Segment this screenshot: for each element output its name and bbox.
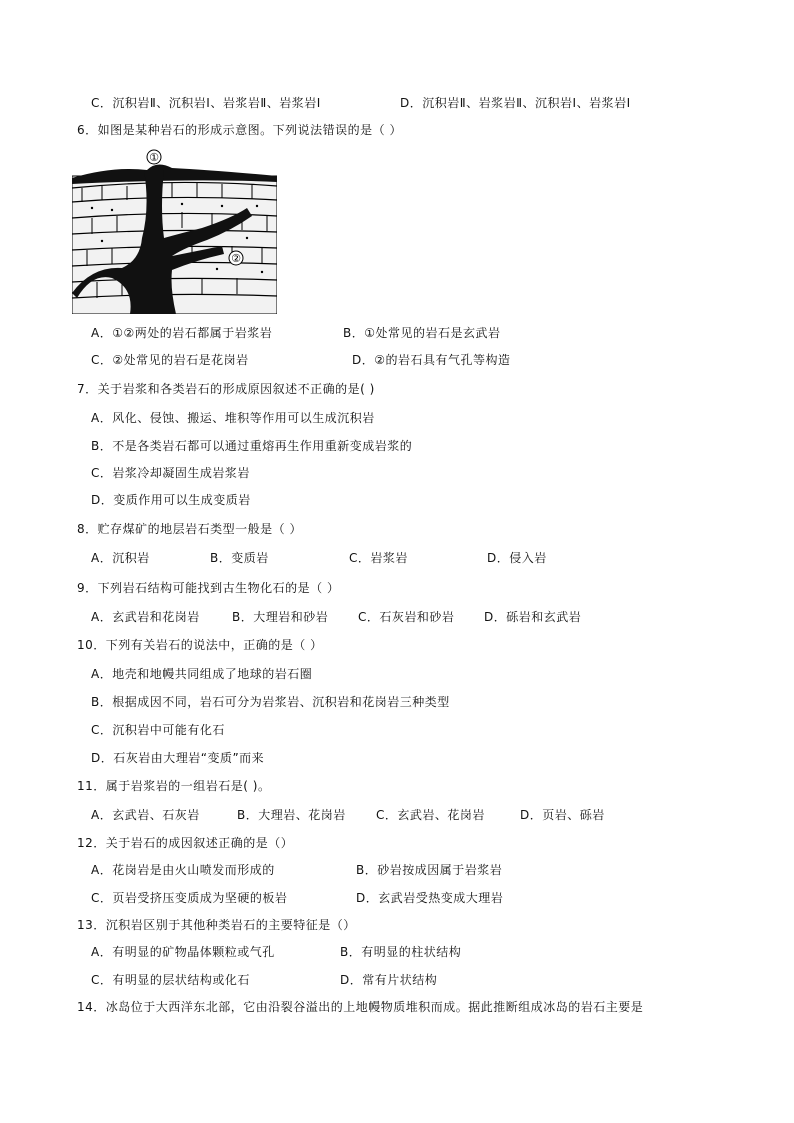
q11-option-c: C．玄武岩、花岗岩 <box>376 808 485 822</box>
q10-option-d: D．石灰岩由大理岩“变质”而来 <box>91 751 265 765</box>
q9-stem: 9．下列岩石结构可能找到古生物化石的是（ ） <box>77 581 340 595</box>
q7-option-a: A．风化、侵蚀、搬运、堆积等作用可以生成沉积岩 <box>91 411 375 425</box>
q10-option-b: B．根据成因不同，岩石可分为岩浆岩、沉积岩和花岗岩三种类型 <box>91 695 450 709</box>
q8-option-b: B．变质岩 <box>210 551 269 565</box>
q12-option-d: D．玄武岩受热变成大理岩 <box>356 891 504 905</box>
q5-option-d: D．沉积岩Ⅱ、岩浆岩Ⅱ、沉积岩Ⅰ、岩浆岩Ⅰ <box>400 96 631 110</box>
q7-option-c: C．岩浆冷却凝固生成岩浆岩 <box>91 466 250 480</box>
q11-option-a: A．玄武岩、石灰岩 <box>91 808 200 822</box>
q9-option-c: C．石灰岩和砂岩 <box>358 610 455 624</box>
q8-option-a: A．沉积岩 <box>91 551 150 565</box>
q11-stem: 11．属于岩浆岩的一组岩石是( )。 <box>77 779 271 793</box>
q12-stem: 12．关于岩石的成因叙述正确的是（） <box>77 836 294 850</box>
q9-option-a: A．玄武岩和花岗岩 <box>91 610 200 624</box>
q10-option-c: C．沉积岩中可能有化石 <box>91 723 225 737</box>
q8-stem: 8．贮存煤矿的地层岩石类型一般是（ ） <box>77 522 302 536</box>
q8-option-c: C．岩浆岩 <box>349 551 408 565</box>
q6-option-c: C．②处常见的岩石是花岗岩 <box>91 353 249 367</box>
q6-option-b: B．①处常见的岩石是玄武岩 <box>343 326 501 340</box>
q12-option-a: A．花岗岩是由火山喷发而形成的 <box>91 863 275 877</box>
q14-stem: 14．冰岛位于大西洋东北部，它由沿裂谷溢出的上地幔物质堆积而成。据此推断组成冰岛的岩石主要是 <box>77 1000 644 1014</box>
q7-option-d: D．变质作用可以生成变质岩 <box>91 493 251 507</box>
q6-option-a: A．①②两处的岩石都属于岩浆岩 <box>91 326 273 340</box>
q10-option-a: A．地壳和地幔共同组成了地球的岩石圈 <box>91 667 313 681</box>
q6-stem: 6．如图是某种岩石的形成示意图。下列说法错误的是（ ） <box>77 123 402 137</box>
q9-option-d: D．砾岩和玄武岩 <box>484 610 582 624</box>
q12-option-c: C．页岩受挤压变质成为坚硬的板岩 <box>91 891 288 905</box>
q5-option-c: C．沉积岩Ⅱ、沉积岩Ⅰ、岩浆岩Ⅱ、岩浆岩Ⅰ <box>91 96 321 110</box>
q10-stem: 10．下列有关岩石的说法中，正确的是（ ） <box>77 638 323 652</box>
q12-option-b: B．砂岩按成因属于岩浆岩 <box>356 863 503 877</box>
q7-option-b: B．不是各类岩石都可以通过重熔再生作用重新变成岩浆的 <box>91 439 413 453</box>
q7-stem: 7．关于岩浆和各类岩石的形成原因叙述不正确的是( ) <box>77 382 375 396</box>
q13-option-d: D．常有片状结构 <box>340 973 438 987</box>
q11-option-b: B．大理岩、花岗岩 <box>237 808 346 822</box>
figure-label-1: ① <box>149 151 159 164</box>
q13-option-a: A．有明显的矿物晶体颗粒或气孔 <box>91 945 275 959</box>
q9-option-b: B．大理岩和砂岩 <box>232 610 329 624</box>
figure-label-2: ② <box>231 252 241 265</box>
q11-option-d: D．页岩、砾岩 <box>520 808 605 822</box>
q8-option-d: D．侵入岩 <box>487 551 547 565</box>
rock-formation-diagram <box>72 148 277 314</box>
q13-stem: 13．沉积岩区别于其他种类岩石的主要特征是（） <box>77 918 356 932</box>
q13-option-b: B．有明显的柱状结构 <box>340 945 462 959</box>
q6-option-d: D．②的岩石具有气孔等构造 <box>352 353 511 367</box>
q13-option-c: C．有明显的层状结构或化石 <box>91 973 250 987</box>
